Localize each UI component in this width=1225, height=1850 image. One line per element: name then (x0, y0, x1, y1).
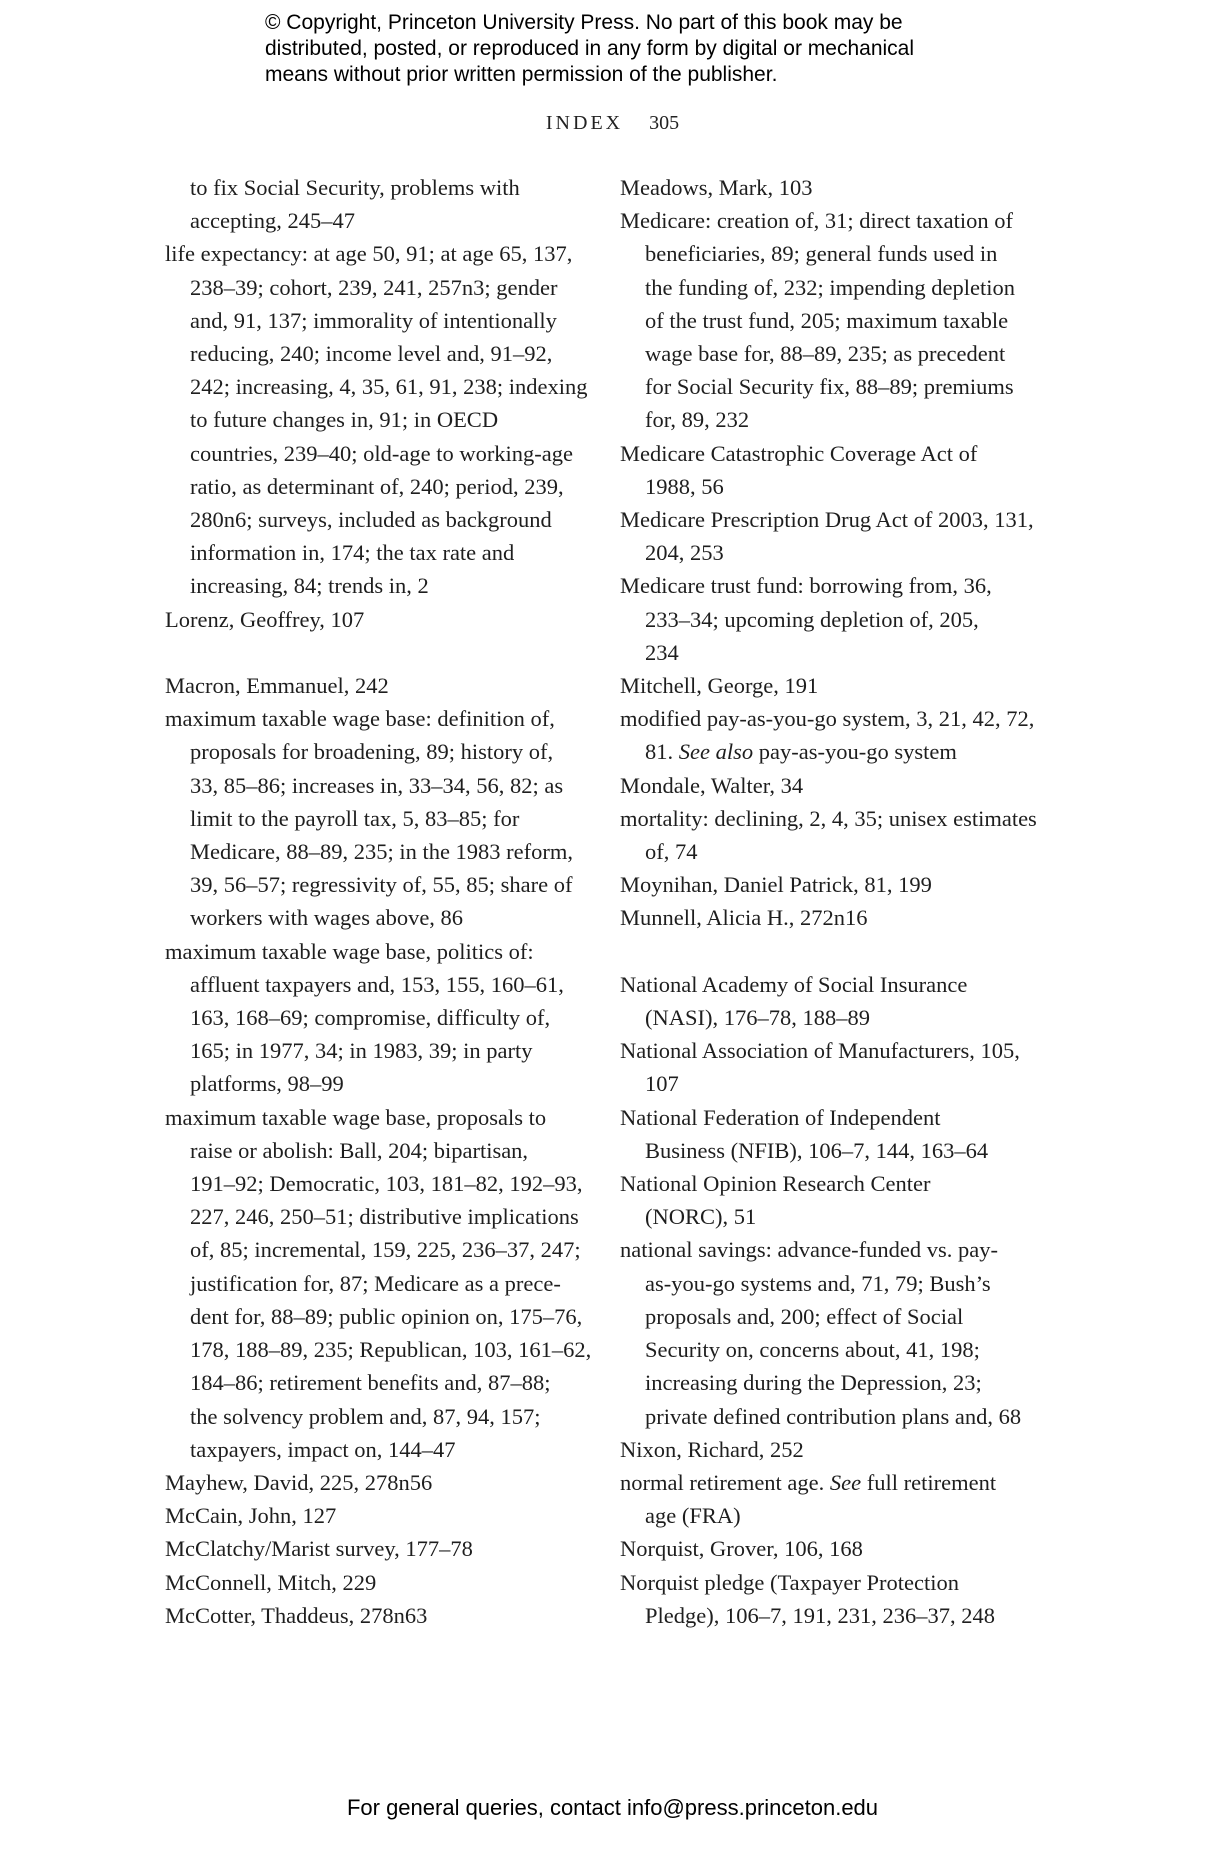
index-entry: national savings: advance-funded vs. pay- as-you-go systems and, 71, 79; Bush’s proposals and, 200; effect of Social Security on, concerns about, 41, 198; increasing during the Depression, 23; private defined contribution plans and, 68 (620, 1237, 1022, 1429)
index-column-left (165, 171, 592, 1632)
copyright-line: distributed, posted, or reproduced in any form by digital or mechanical (265, 37, 915, 60)
index-entry: Macron, Emmanuel, 242 (165, 673, 389, 699)
index-entry: Meadows, Mark, 103 (620, 175, 813, 200)
copyright-line: © Copyright, Princeton University Press. No part of this book may be (265, 11, 903, 34)
letter-group-gap (620, 935, 1040, 968)
index-entry: Medicare trust fund: borrowing from, 36, 233–34; upcoming depletion of, 205, 234 (620, 573, 992, 665)
index-entry: Medicare: creation of, 31; direct taxation of beneficiaries, 89; general funds used in the funding of, 232; impending depletion of the trust fund, 205; maximum taxable wage base for, 88–89, 235; as precedent for Social Security fix, 88–89; premiums for, 89, 232 (620, 208, 1015, 433)
index-entry: Munnell, Alicia H., 272n16 (620, 905, 868, 931)
index-entry: National Federation of Independent Business (NFIB), 106–7, 144, 163–64 (620, 1104, 989, 1163)
index-entry: maximum taxable wage base, proposals to raise or abolish: Ball, 204; bipartisan, 191–92; Democratic, 103, 181–82, 192–93, 227, 246, 250–51; distributive implications of, 85; incremental, 159, 225, 236–37, 247; justification for, 87; Medicare as a prece- dent for, 88–89; public opinion on, 175–76, 178, 188–89, 235; Republican, 103, 161–62, 184–86; retirement benefits and, 87–88; the solvency problem and, 87, 94, 157; taxpayers, impact on, 144–47 (165, 1104, 592, 1462)
index-entry: McClatchy/Marist survey, 177–78 (165, 1536, 473, 1562)
index-column-right (620, 171, 1040, 1632)
index-entry: McCain, John, 127 (165, 1503, 337, 1529)
index-entry: mortality: declining, 2, 4, 35; unisex estimates of, 74 (620, 805, 1037, 865)
index-entry: Medicare Prescription Drug Act of 2003, 131, 204, 253 (620, 507, 1034, 566)
index-entry: Norquist pledge (Taxpayer Protection Pledge), 106–7, 191, 231, 236–37, 248 (620, 1569, 995, 1628)
index-entry: Moynihan, Daniel Patrick, 81, 199 (620, 872, 932, 898)
page-number: 305 (649, 112, 680, 134)
running-head (0, 112, 1225, 135)
index-entry: modified pay-as-you-go system, 3, 21, 42, 72, 81. See also pay-as-you-go system (620, 706, 1035, 765)
index-entry: maximum taxable wage base, politics of: affluent taxpayers and, 153, 155, 160–61, 163, 168–69; compromise, difficulty of, 165; in 1977, 34; in 1983, 39; in party platforms, 98–99 (165, 938, 564, 1097)
cross-reference-marker: See (829, 1469, 862, 1495)
index-entry: Medicare Catastrophic Coverage Act of 1988, 56 (620, 440, 978, 499)
index-entry: maximum taxable wage base: definition of, proposals for broadening, 89; history of, 33, 85–86; increases in, 33–34, 56, 82; as limit to the payroll tax, 5, 83–85; for Medicare, 88–89, 235; in the 1983 reform, 39, 56–57; regressivity of, 55, 85; share of workers with wages above, 86 (165, 706, 574, 931)
index-entry: National Opinion Research Center (NORC), 51 (620, 1171, 931, 1230)
letter-group-gap (165, 636, 580, 669)
index-entry: Nixon, Richard, 252 (620, 1436, 804, 1462)
index-entry: normal retirement age. See full retirement age (FRA) (620, 1469, 997, 1529)
index-entry: McConnell, Mitch, 229 (165, 1569, 377, 1595)
index-entry: Norquist, Grover, 106, 168 (620, 1536, 863, 1562)
index-entry: National Association of Manufacturers, 105, 107 (620, 1038, 1020, 1097)
index-entry: Mondale, Walter, 34 (620, 772, 804, 798)
index-entry: Lorenz, Geoffrey, 107 (165, 606, 365, 632)
index-entry: Mitchell, George, 191 (620, 673, 819, 699)
cross-reference-marker: See also (678, 739, 754, 765)
index-entry: McCotter, Thaddeus, 278n63 (165, 1602, 428, 1628)
index-entry: life expectancy: at age 50, 91; at age 65, 137, 238–39; cohort, 239, 241, 257n3; gender and, 91, 137; immorality of intentionally reducing, 240; income level and, 91–92, 242; increasing, 4, 35, 61, 91, 238; indexing to future changes in, 91; in OECD countries, 239–40; old-age to working-age ratio, as determinant of, 240; period, 239, 280n6; surveys, included as background information in, 174; the tax rate and increasing, 84; trends in, 2 (165, 241, 588, 599)
footer-contact: For general queries, contact info@press.princeton.edu (346, 1795, 879, 1820)
copyright-line: means without prior written permission of the publisher. (265, 63, 778, 86)
index-entry: Mayhew, David, 225, 278n56 (165, 1469, 433, 1495)
running-head-label: INDEX (545, 112, 624, 134)
index-entry-continued: to fix Social Security, problems with accepting, 245–47 (190, 175, 520, 234)
index-entry: National Academy of Social Insurance (NASI), 176–78, 188–89 (620, 971, 968, 1031)
copyright-notice (265, 10, 1025, 88)
